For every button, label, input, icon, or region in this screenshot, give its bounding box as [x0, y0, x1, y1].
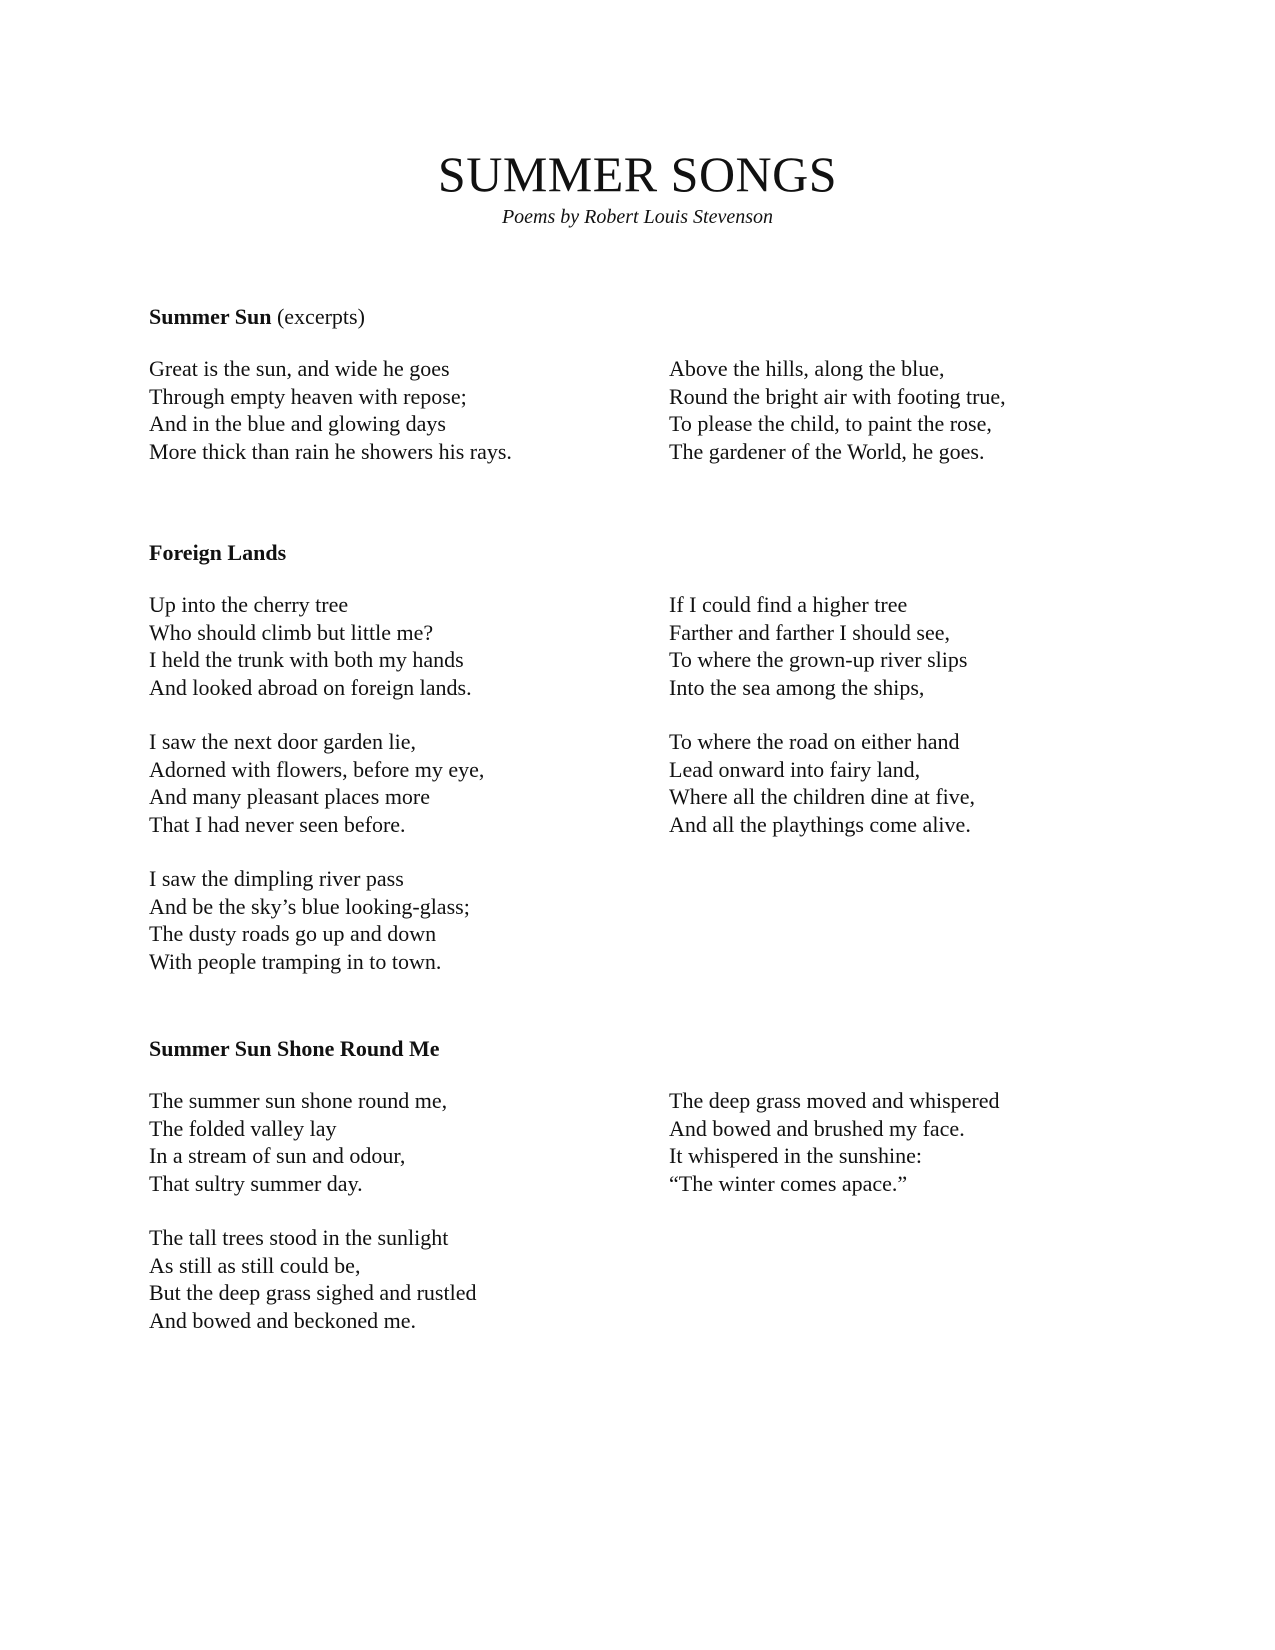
verse-line: And bowed and beckoned me. [149, 1307, 416, 1333]
verse-line: Great is the sun, and wide he goes [149, 356, 450, 381]
verse-line: As still as still could be, [149, 1252, 361, 1278]
poem-right-column [669, 591, 1129, 865]
stanza [149, 355, 609, 465]
verse-line: Up into the cherry tree [149, 592, 349, 617]
stanza [149, 865, 609, 975]
verse-line: That sultry summer day. [149, 1170, 363, 1196]
verse-line: More thick than rain he showers his rays. [149, 438, 512, 464]
verse-line: And looked abroad on foreign lands. [149, 674, 472, 700]
verse-line: To where the road on either hand [669, 729, 960, 754]
poem-right-column [669, 355, 1129, 492]
verse-line: It whispered in the sunshine: [669, 1143, 922, 1168]
verse-line: I saw the dimpling river pass [149, 866, 404, 891]
verse-line: But the deep grass sighed and rustled [149, 1280, 477, 1305]
page-title: SUMMER SONGS [437, 146, 838, 202]
verse-line: The summer sun shone round me, [149, 1088, 448, 1113]
poem-left-column [149, 1087, 609, 1361]
verse-line: With people tramping in to town. [149, 948, 442, 974]
verse-line: Round the bright air with footing true, [669, 383, 1006, 409]
verse-line: The dusty roads go up and down [149, 921, 437, 946]
poem-heading [149, 1035, 1129, 1063]
poem-note: (excerpts) [276, 304, 365, 329]
stanza [669, 1087, 1129, 1197]
verse-line: Above the hills, along the blue, [669, 356, 945, 381]
poem-left-column [149, 355, 609, 492]
verse-line: To where the grown-up river slips [669, 647, 968, 672]
verse-line: And all the playthings come alive. [669, 811, 971, 837]
poem-title: Summer Sun Shone Round Me [149, 1036, 440, 1061]
verse-line: That I had never seen before. [149, 811, 406, 837]
verse-line: The gardener of the World, he goes. [669, 438, 985, 464]
verse-line: Lead onward into fairy land, [669, 756, 921, 782]
verse-line: And in the blue and glowing days [149, 411, 446, 436]
poem-title: Foreign Lands [149, 540, 287, 565]
poem-right-column [669, 1087, 1129, 1224]
poem-summer-sun [149, 303, 1129, 464]
verse-line: And many pleasant places more [149, 784, 431, 809]
poem-foreign-lands [149, 539, 1129, 974]
verse-line: To please the child, to paint the rose, [669, 411, 992, 436]
verse-line: “The winter comes apace.” [669, 1170, 908, 1196]
stanza [669, 591, 1129, 701]
poem-title: Summer Sun [149, 304, 272, 329]
stanza [149, 591, 609, 701]
poem-heading [149, 539, 1129, 567]
verse-line: Where all the children dine at five, [669, 784, 976, 809]
verse-line: The folded valley lay [149, 1115, 337, 1141]
verse-line: Farther and farther I should see, [669, 619, 951, 645]
stanza [149, 1224, 609, 1334]
verse-line: Into the sea among the ships, [669, 674, 925, 700]
verse-line: I held the trunk with both my hands [149, 647, 464, 672]
stanza [669, 728, 1129, 838]
verse-line: In a stream of sun and odour, [149, 1143, 406, 1168]
verse-line: The tall trees stood in the sunlight [149, 1225, 449, 1250]
verse-line: If I could find a higher tree [669, 592, 908, 617]
verse-line: And be the sky’s blue looking-glass; [149, 893, 470, 919]
poem-left-column [149, 591, 609, 1002]
verse-line: Through empty heaven with repose; [149, 383, 467, 409]
poem-heading [149, 303, 1129, 331]
verse-line: I saw the next door garden lie, [149, 729, 416, 754]
verse-line: Who should climb but little me? [149, 619, 434, 645]
verse-line: And bowed and brushed my face. [669, 1115, 965, 1141]
stanza [669, 355, 1129, 465]
verse-line: The deep grass moved and whispered [669, 1088, 1000, 1113]
verse-line: Adorned with flowers, before my eye, [149, 756, 485, 782]
page-subtitle: Poems by Robert Louis Stevenson [501, 206, 774, 228]
stanza [149, 728, 609, 838]
stanza [149, 1087, 609, 1197]
poem-summer-sun-shone-round-me [149, 1035, 1129, 1333]
